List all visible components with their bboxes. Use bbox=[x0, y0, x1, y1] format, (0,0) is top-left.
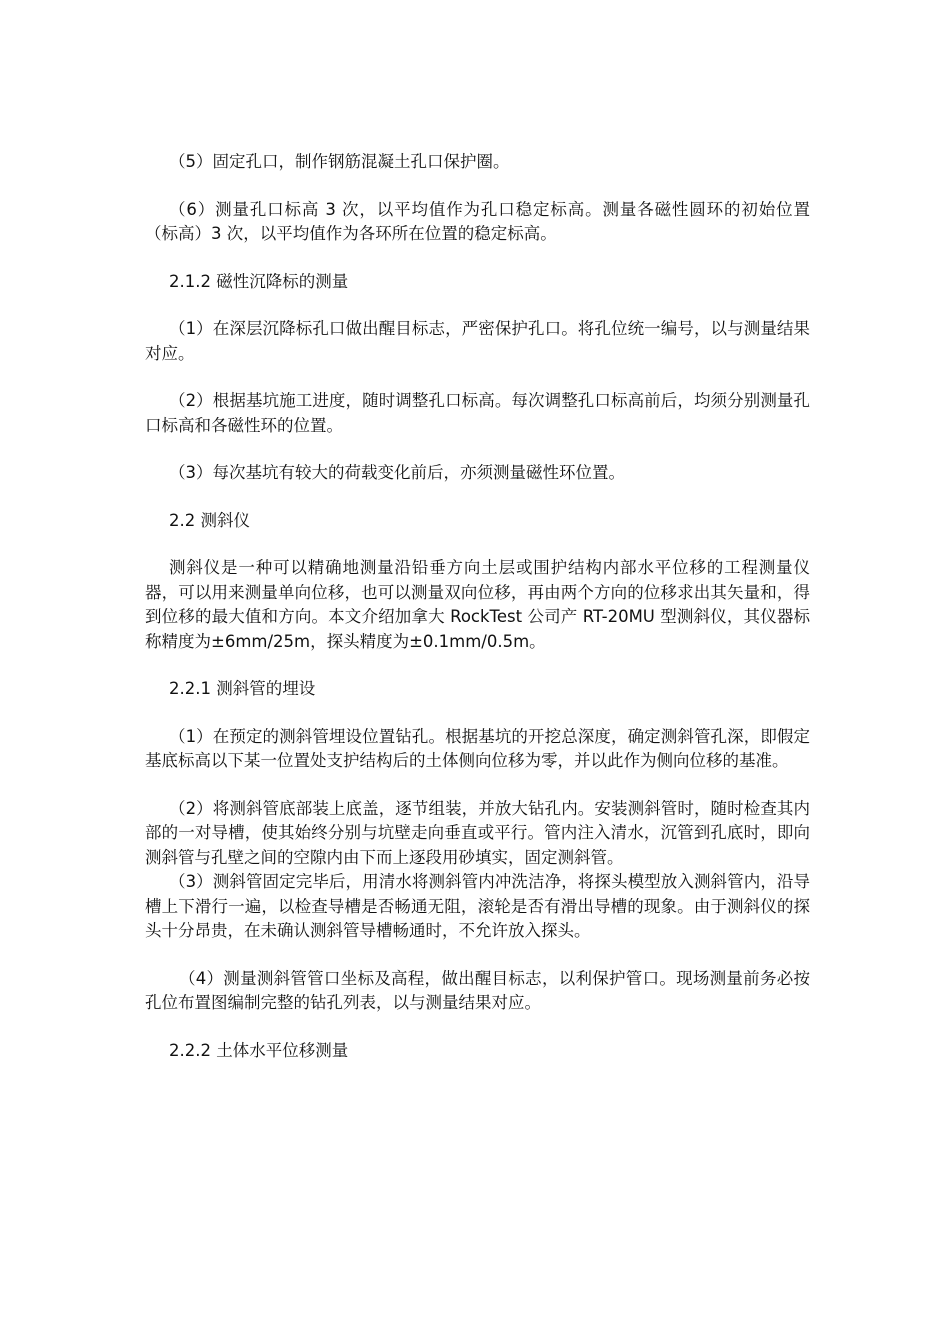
section-heading-2-2: 2.2 测斜仪 bbox=[169, 510, 250, 530]
section-heading-2-2-2: 2.2.2 土体水平位移测量 bbox=[169, 1040, 349, 1060]
paragraph-2-1-2-step-3: （3）每次基坑有较大的荷载变化前后，亦须测量磁性环位置。 bbox=[169, 463, 625, 482]
paragraph-2-1-2-step-1: （1）在深层沉降标孔口做出醒目标志，严密保护孔口。将孔位统一编号，以与测量结果对应。 bbox=[145, 319, 810, 363]
paragraph-2-2-1-step-4: （4）测量测斜管管口坐标及高程，做出醒目标志，以利保护管口。现场测量前务必按孔位布置图编制完整的钻孔列表，以与测量结果对应。 bbox=[145, 968, 810, 1012]
section-heading-2-1-2: 2.1.2 磁性沉降标的测量 bbox=[169, 271, 349, 291]
paragraph-2-1-2-step-2: （2）根据基坑施工进度，随时调整孔口标高。每次调整孔口标高前后，均须分别测量孔口标高和各磁性环的位置。 bbox=[145, 391, 810, 435]
paragraph-inclinometer-intro: 测斜仪是一种可以精确地测量沿铅垂方向土层或围护结构内部水平位移的工程测量仪器，可以用来测量单向位移，也可以测量双向位移，再由两个方向的位移求出其矢量和，得到位移的最大值和方向。本文介绍加拿大 RockTest 公司产 RT-20MU 型测斜仪，其仪器标称精度为±6mm/25m，探头精度为±0.1mm/0.5m。 bbox=[145, 558, 810, 651]
paragraph-2-2-1-step-1: （1）在预定的测斜管埋设位置钻孔。根据基坑的开挖总深度，确定测斜管孔深，即假定基底标高以下某一位置处支护结构后的土体侧向位移为零，并以此作为侧向位移的基准。 bbox=[145, 726, 810, 770]
paragraph-2-2-1-step-2: （2）将测斜管底部装上底盖，逐节组装，并放大钻孔内。安装测斜管时，随时检查其内部的一对导槽，使其始终分别与坑壁走向垂直或平行。管内注入清水，沉管到孔底时，即向测斜管与孔壁之间的空隙内由下而上逐段用砂填实，固定测斜管。 bbox=[145, 798, 810, 867]
document-page bbox=[145, 150, 810, 1063]
section-heading-2-2-1: 2.2.1 测斜管的埋设 bbox=[169, 679, 316, 698]
paragraph-2-2-1-step-3: （3）测斜管固定完毕后，用清水将测斜管内冲洗洁净，将探头模型放入测斜管内，沿导槽上下滑行一遍，以检查导槽是否畅通无阻，滚轮是否有滑出导槽的现象。由于测斜仪的探头十分昂贵，在未确认测斜管导槽畅通时，不允许放入探头。 bbox=[145, 872, 810, 940]
paragraph-step-6: （6）测量孔口标高 3 次，以平均值作为孔口稳定标高。测量各磁性圆环的初始位置（标高）3 次，以平均值作为各环所在位置的稳定标高。 bbox=[145, 199, 810, 243]
paragraph-step-5: （5）固定孔口，制作钢筋混凝土孔口保护圈。 bbox=[169, 152, 510, 171]
